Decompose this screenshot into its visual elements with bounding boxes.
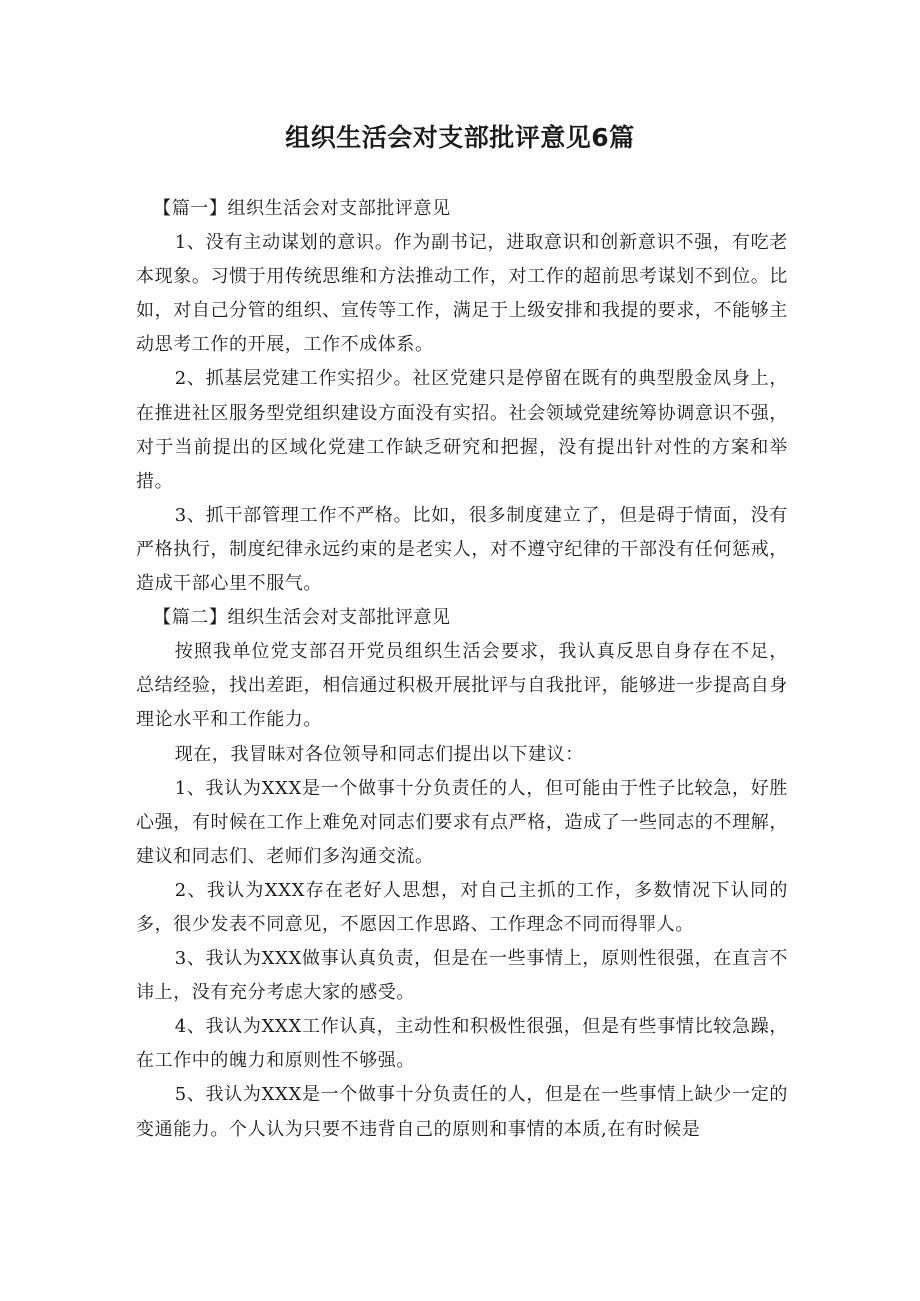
section-heading-2: 【篇二】组织生活会对支部批评意见: [153, 607, 451, 629]
paragraph: 按照我单位党支部召开党员组织生活会要求，我认真反思自身存在不足，总结经验，找出差距，相信通过积极开展批评与自我批评，能够进一步提高自身理论水平和工作能力。: [136, 641, 788, 731]
paragraph: 5、我认为XXX是一个做事十分负责任的人，但是在一些事情上缺少一定的变通能力。个人认为只要不违背自己的原则和事情的本质,在有时候是: [136, 1084, 788, 1140]
document-body: [136, 192, 788, 1147]
section-heading-1: 【篇一】组织生活会对支部批评意见: [153, 198, 451, 219]
paragraph: 1、没有主动谋划的意识。作为副书记，进取意识和创新意识不强，有吃老本现象。习惯于用传统思维和方法推动工作，对工作的超前思考谋划不到位。比如，对自己分管的组织、宣传等工作，满足于上级安排和我提的要求，不能够主动思考工作的开展，工作不成体系。: [136, 232, 788, 356]
paragraph: 3、我认为XXX做事认真负责，但是在一些事情上，原则性很强，在直言不讳上，没有充分考虑大家的感受。: [136, 948, 788, 1004]
paragraph: 2、抓基层党建工作实招少。社区党建只是停留在既有的典型殷金凤身上，在推进社区服务型党组织建设方面没有实招。社会领域党建统筹协调意识不强，对于当前提出的区域化党建工作缺乏研究和把握，没有提出针对性的方案和举措。: [136, 368, 788, 492]
document-title: 组织生活会对支部批评意见6篇: [285, 123, 635, 152]
paragraph: 2、我认为XXX存在老好人思想，对自己主抓的工作，多数情况下认同的多，很少发表不同意见，不愿因工作思路、工作理念不同而得罪人。: [136, 879, 788, 935]
paragraph: 4、我认为XXX工作认真，主动性和积极性很强，但是有些事情比较急躁，在工作中的魄力和原则性不够强。: [136, 1016, 788, 1072]
paragraph: 现在，我冒昧对各位领导和同志们提出以下建议：: [174, 743, 584, 765]
paragraph: 1、我认为XXX是一个做事十分负责任的人，但可能由于性子比较急，好胜心强，有时候在工作上难免对同志们要求有点严格，造成了一些同志的不理解，建议和同志们、老师们多沟通交流。: [136, 777, 788, 867]
paragraph: 3、抓干部管理工作不严格。比如，很多制度建立了，但是碍于情面，没有严格执行，制度纪律永远约束的是老实人，对不遵守纪律的干部没有任何惩戒，造成干部心里不服气。: [136, 504, 788, 595]
